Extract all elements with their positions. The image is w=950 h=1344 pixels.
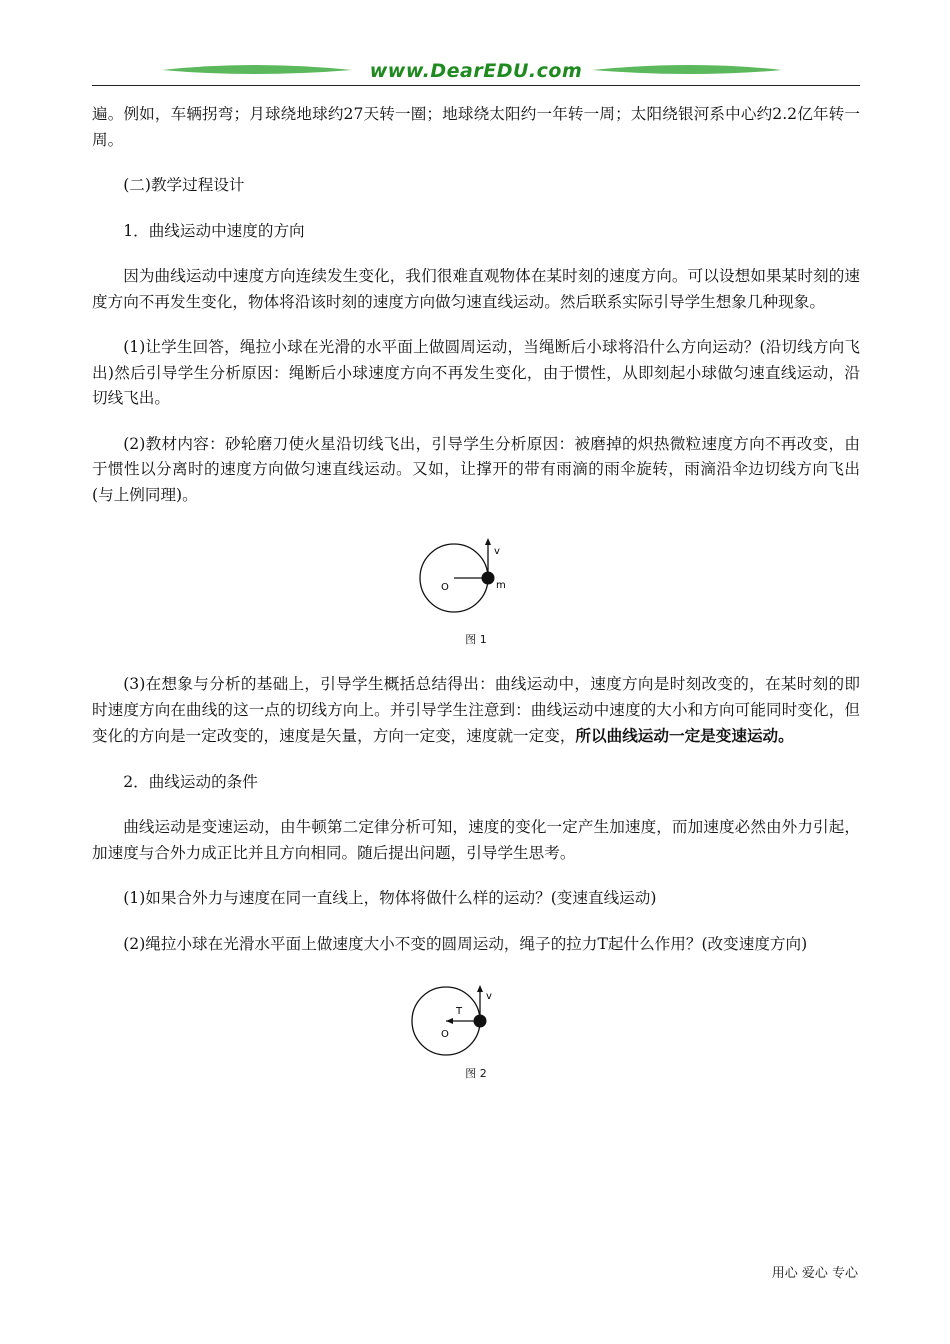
paragraph-item-3-bold: 所以曲线运动一定是变速运动。 (575, 726, 794, 745)
paragraph-intro: 因为曲线运动中速度方向连续发生变化，我们很难直观物体在某时刻的速度方向。可以设想如果某时刻的速度方向不再发生变化，物体将沿该时刻的速度方向做匀速直线运动。然后联系实际引导学生想象几种现象。 (92, 267, 860, 311)
velocity-label: v (494, 546, 500, 557)
paragraph-question-1: (1)如果合外力与速度在同一直线上，物体将做什么样的运动？(变速直线运动) (123, 889, 657, 907)
mass-label: m (496, 580, 506, 591)
origin-label: O (441, 582, 449, 593)
figure-1-caption: 图 1 (465, 633, 487, 646)
header-rule (92, 85, 860, 86)
page-header (92, 58, 860, 90)
subsection-heading-2: 2．曲线运动的条件 (123, 772, 258, 791)
subsection-heading-1: 1．曲线运动中速度的方向 (123, 221, 305, 240)
figure-1 (92, 532, 860, 646)
figure-2 (92, 981, 860, 1081)
site-logo-text: www.DearEDU.com (369, 60, 583, 82)
tension-label: T (456, 1006, 463, 1017)
figure-2-diagram (406, 981, 546, 1061)
paragraph-item-2: (2)教材内容：砂轮磨刀使火星沿切线飞出，引导学生分析原因：被磨掉的炽热微粒速度方向不再改变，由于惯性以分离时的速度方向做匀速直线运动。又如，让撑开的带有雨滴的雨伞旋转，雨滴沿伞边切线方向飞出(与上例同理)。 (92, 434, 860, 504)
figure-1-diagram (406, 532, 546, 627)
velocity-label: v (486, 991, 492, 1002)
figure-2-caption: 图 2 (465, 1067, 487, 1080)
document-body (92, 102, 860, 1081)
paragraph-item-3-text: (3)在想象与分析的基础上，引导学生概括总结得出：曲线运动中，速度方向是时刻改变的，在某时刻的即时速度方向在曲线的这一点的切线方向上。并引导学生注意到：曲线运动中速度的大小和方向可能同时变化，但变化的方向是一定改变的，速度是矢量，方向一定变，速度就一定变， (92, 675, 860, 745)
section-heading: (二)教学过程设计 (123, 176, 245, 194)
origin-label: O (441, 1029, 449, 1040)
paragraph-question-2: (2)绳拉小球在光滑水平面上做速度大小不变的圆周运动，绳子的拉力T起什么作用？(改变速度方向) (123, 934, 808, 953)
paragraph-item-1: (1)让学生回答，绳拉小球在光滑的水平面上做圆周运动，当绳断后小球将沿什么方向运动？(沿切线方向飞出)然后引导学生分析原因：绳断后小球速度方向不再发生变化，由于惯性，从即刻起小球做匀速直线运动，沿切线飞出。 (92, 338, 860, 407)
paragraph-item-3 (92, 672, 860, 750)
paragraph-continuation: 遍。例如，车辆拐弯；月球绕地球约27天转一圈；地球绕太阳约一年转一周；太阳绕银河系中心约2.2亿年转一周。 (92, 105, 860, 149)
page-footer: 用心 爱心 专心 (771, 1266, 858, 1281)
paragraph-conditions: 曲线运动是变速运动，由牛顿第二定律分析可知，速度的变化一定产生加速度，而加速度必然由外力引起，加速度与合外力成正比并且方向相同。随后提出问题，引导学生思考。 (92, 818, 860, 862)
